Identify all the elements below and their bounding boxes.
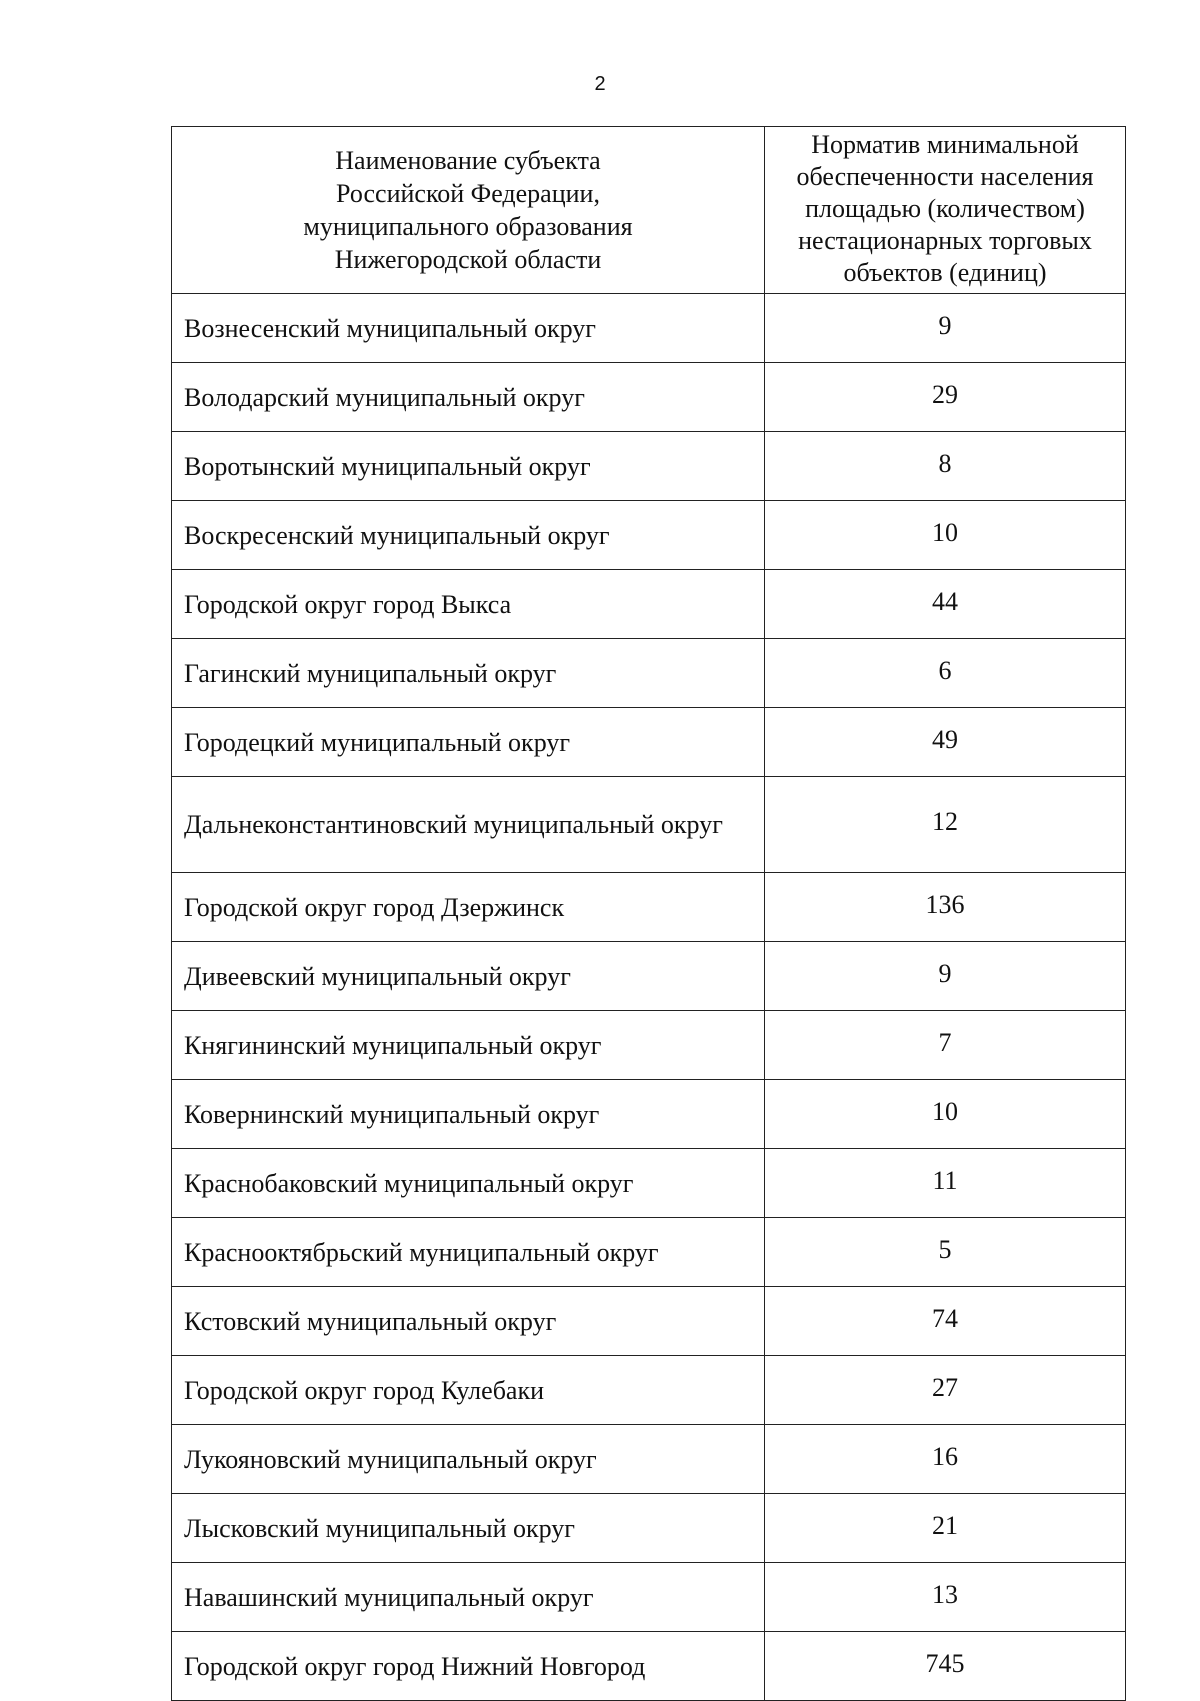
- header-value-line: Норматив минимальной: [811, 130, 1079, 159]
- norm-value-cell: 74: [765, 1287, 1126, 1356]
- norm-value-cell: 9: [765, 294, 1126, 363]
- norm-value-cell: 136: [765, 873, 1126, 942]
- header-name-line: Наименование субъекта: [335, 146, 601, 175]
- norm-value-cell: 6: [765, 639, 1126, 708]
- norm-value-cell: 21: [765, 1494, 1126, 1563]
- table-row: [172, 363, 1126, 432]
- municipality-name-cell: Воротынский муниципальный округ: [172, 432, 765, 501]
- table-row: [172, 1149, 1126, 1218]
- norm-value-cell: 44: [765, 570, 1126, 639]
- municipality-name-cell: Краснооктябрьский муниципальный округ: [172, 1218, 765, 1287]
- municipality-name-cell: Краснобаковский муниципальный округ: [172, 1149, 765, 1218]
- header-value-line: площадью (количеством): [805, 194, 1085, 223]
- municipality-name-cell: Дальнеконстантиновский муниципальный округ: [172, 777, 765, 873]
- norm-value-cell: 7: [765, 1011, 1126, 1080]
- norm-value-cell: 12: [765, 777, 1126, 873]
- header-name-line: Российской Федерации,: [336, 179, 600, 208]
- table-header-row: [172, 127, 1126, 294]
- header-value-line: нестационарных торговых: [798, 226, 1092, 255]
- table-row: [172, 1011, 1126, 1080]
- municipality-name-cell: Городской округ город Дзержинск: [172, 873, 765, 942]
- table-row: [172, 501, 1126, 570]
- table-row: [172, 942, 1126, 1011]
- municipality-name-cell: Лукояновский муниципальный округ: [172, 1425, 765, 1494]
- header-value-line: объектов (единиц): [843, 258, 1047, 287]
- norm-value-cell: 8: [765, 432, 1126, 501]
- municipality-name-cell: Ковернинский муниципальный округ: [172, 1080, 765, 1149]
- table-row: [172, 1356, 1126, 1425]
- table-row: [172, 639, 1126, 708]
- table-row: [172, 1563, 1126, 1632]
- table-body: [172, 294, 1126, 1701]
- table-row: [172, 873, 1126, 942]
- table-row: [172, 777, 1126, 873]
- norm-value-cell: 11: [765, 1149, 1126, 1218]
- norm-value-cell: 16: [765, 1425, 1126, 1494]
- norm-value-cell: 29: [765, 363, 1126, 432]
- municipality-name-cell: Дивеевский муниципальный округ: [172, 942, 765, 1011]
- norm-value-cell: 10: [765, 1080, 1126, 1149]
- norm-value-cell: 745: [765, 1632, 1126, 1701]
- header-value-cell: [765, 127, 1126, 294]
- municipality-name-cell: Городской округ город Нижний Новгород: [172, 1632, 765, 1701]
- norm-value-cell: 49: [765, 708, 1126, 777]
- municipality-name-cell: Лысковский муниципальный округ: [172, 1494, 765, 1563]
- municipality-name-cell: Городской округ город Кулебаки: [172, 1356, 765, 1425]
- table-row: [172, 1632, 1126, 1701]
- header-name-line: муниципального образования: [303, 212, 633, 241]
- table-row: [172, 570, 1126, 639]
- table-row: [172, 1494, 1126, 1563]
- norm-value-cell: 27: [765, 1356, 1126, 1425]
- norm-value-cell: 9: [765, 942, 1126, 1011]
- table-row: [172, 294, 1126, 363]
- municipality-name-cell: Кстовский муниципальный округ: [172, 1287, 765, 1356]
- table-row: [172, 432, 1126, 501]
- header-name-line: Нижегородской области: [334, 245, 602, 274]
- norm-value-cell: 5: [765, 1218, 1126, 1287]
- municipality-name-cell: Гагинский муниципальный округ: [172, 639, 765, 708]
- municipality-name-cell: Княгининский муниципальный округ: [172, 1011, 765, 1080]
- page-number: 2: [594, 73, 606, 95]
- norm-value-cell: 10: [765, 501, 1126, 570]
- header-name-cell: [172, 127, 765, 294]
- table-row: [172, 708, 1126, 777]
- norm-table: [171, 126, 1126, 1701]
- table-row: [172, 1287, 1126, 1356]
- table-row: [172, 1425, 1126, 1494]
- header-value-line: обеспеченности населения: [796, 162, 1094, 191]
- table-row: [172, 1080, 1126, 1149]
- municipality-name-cell: Володарский муниципальный округ: [172, 363, 765, 432]
- municipality-name-cell: Городской округ город Выкса: [172, 570, 765, 639]
- municipality-name-cell: Городецкий муниципальный округ: [172, 708, 765, 777]
- municipality-name-cell: Навашинский муниципальный округ: [172, 1563, 765, 1632]
- norm-value-cell: 13: [765, 1563, 1126, 1632]
- municipality-name-cell: Вознесенский муниципальный округ: [172, 294, 765, 363]
- table-row: [172, 1218, 1126, 1287]
- municipality-name-cell: Воскресенский муниципальный округ: [172, 501, 765, 570]
